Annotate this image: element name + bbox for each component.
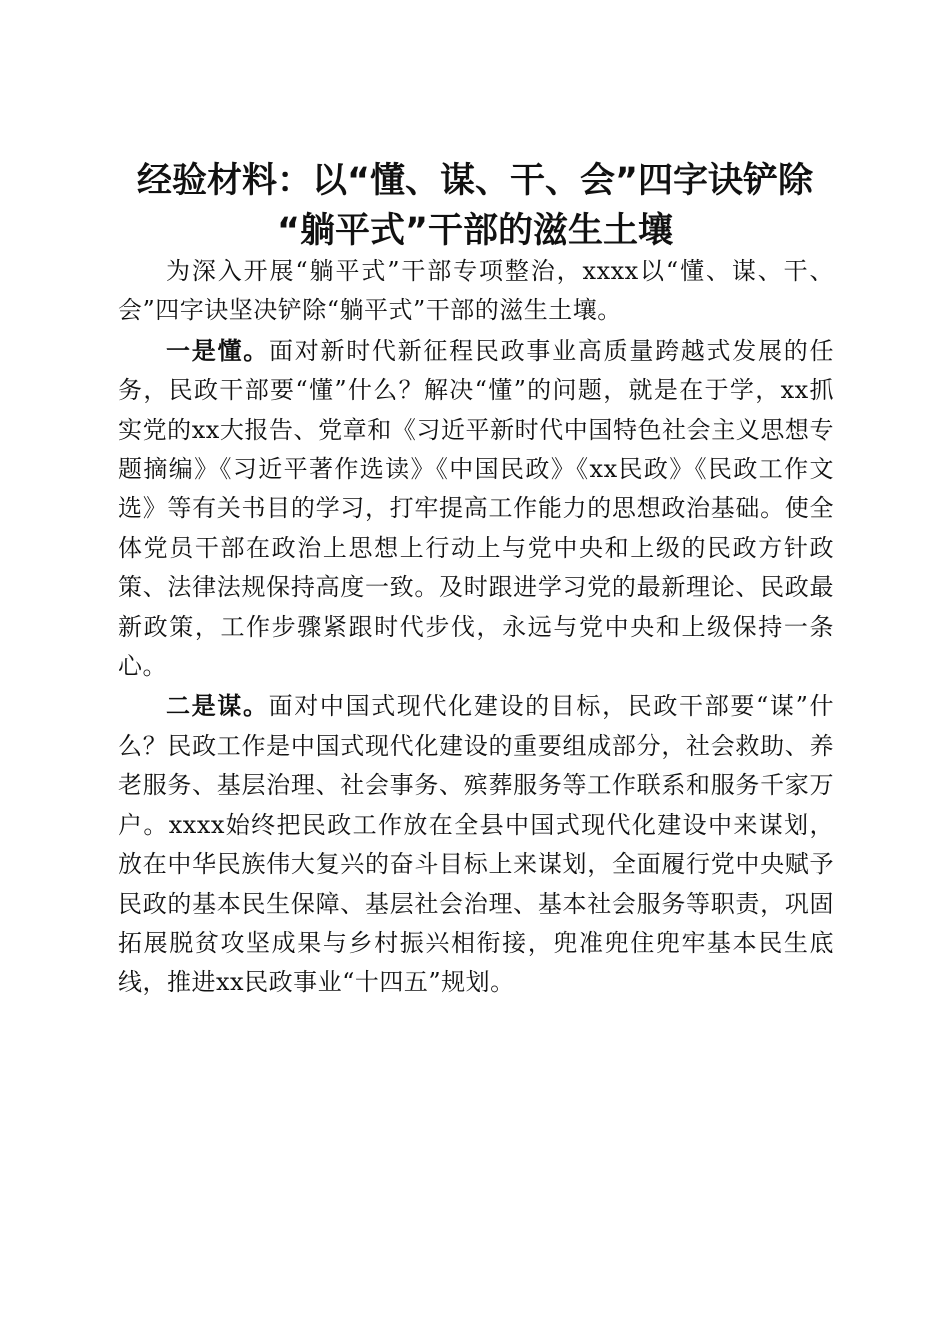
section-understand-paragraph bbox=[118, 331, 834, 687]
section-understand-lead: 一是懂。 bbox=[166, 335, 269, 365]
section-plan-lead: 二是谋。 bbox=[166, 691, 269, 721]
section-plan-text: 面对中国式现代化建设的目标，民政干部要“谋”什么？民政工作是中国式现代化建设的重要组成部分，社会救助、养老服务、基层治理、社会事务、殡葬服务等工作联系和服务千家万户。xxxx始终把民政工作放在全县中国式现代化建设中来谋划，放在中华民族伟大复兴的奋斗目标上来谋划，全面履行党中央赋予民政的基本民生保障、基层社会治理、基本社会服务等职责，巩固拓展脱贫攻坚成果与乡村振兴相衔接，兜准兜住兜牢基本民生底线，推进xx民政事业“十四五”规划。 bbox=[118, 692, 834, 997]
title-line-2: “躺平式”干部的滋生土壤 bbox=[276, 211, 673, 252]
document-body bbox=[118, 252, 834, 1003]
title-line-1: 经验材料：以“懂、谋、干、会”四字诀铲除 bbox=[136, 161, 813, 202]
intro-paragraph: 为深入开展“躺平式”干部专项整治，xxxx以“懂、谋、干、会”四字诀坚决铲除“躺平式”干部的滋生土壤。 bbox=[118, 257, 834, 325]
document-title bbox=[100, 156, 850, 256]
section-understand-text: 面对新时代新征程民政事业高质量跨越式发展的任务，民政干部要“懂”什么？解决“懂”的问题，就是在于学，xx抓实党的xx大报告、党章和《习近平新时代中国特色社会主义思想专题摘编》《习近平著作选读》《中国民政》《xx民政》《民政工作文选》等有关书目的学习，打牢提高工作能力的思想政治基础。使全体党员干部在政治上思想上行动上与党中央和上级的民政方针政策、法律法规保持高度一致。及时跟进学习党的最新理论、民政最新政策，工作步骤紧跟时代步伐，永远与党中央和上级保持一条心。 bbox=[118, 336, 835, 681]
section-plan-paragraph bbox=[118, 686, 834, 1002]
